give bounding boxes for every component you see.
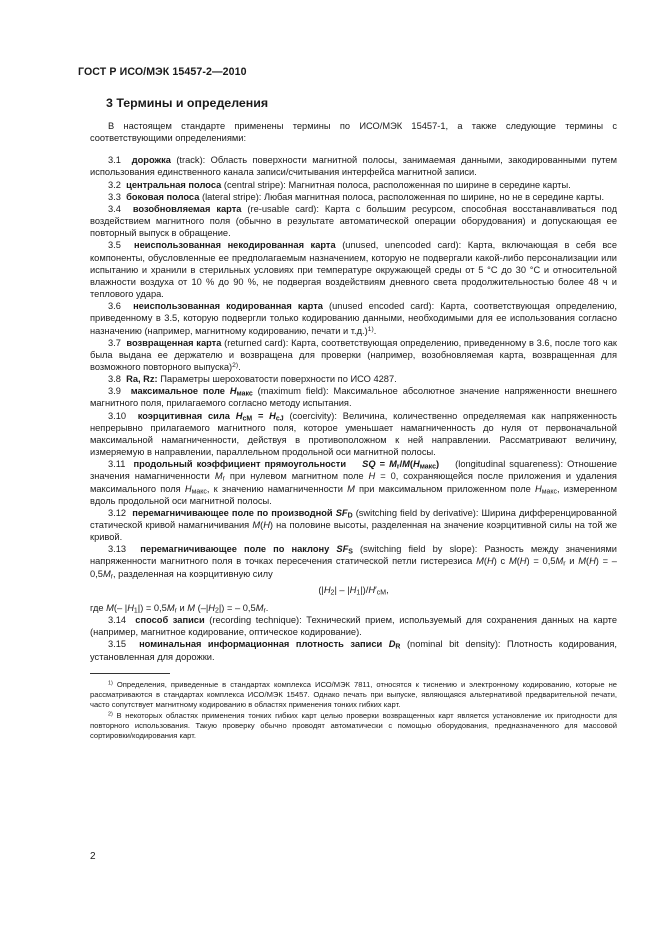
formula-where: где M(– $|H_1|) = 0,5M_r$ и M $(-|H_2|)$ = – $0,5M_r$. (90, 602, 269, 615)
term-name: перемагничивающее поле по наклону (140, 544, 330, 555)
footnote-2: $^{2)}$ В некоторых областях применения тонких гибких карт целью проверки возвращенных карт является установление их пригодности для повторного использования. Такую проверку обычно проводят автоматически с помощью оборудования, предназначенного для массовой сортировки/кодирования карт. (90, 710, 617, 741)
intro-paragraph: В настоящем стандарте применены термины по ИСО/МЭК 15457-1, а также следующие термины с соответствующими определениями: (90, 121, 617, 144)
term-name: коэрцитивная сила (137, 410, 230, 421)
term-3-2: 3.2 центральная полоса (central stripe): Магнитная полоса, расположенная по ширине в середине карты. (108, 179, 571, 190)
document-header: ГОСТ Р ИСО/МЭК 15457-2—2010 (78, 66, 247, 78)
term-name: неиспользованная кодированная карта (133, 301, 323, 312)
term-name: способ записи (135, 615, 205, 626)
term-name: продольный коэффициент прямоугольности (133, 459, 347, 470)
term-3-10: 3.10 коэрцитивная сила $H_{cM} = H_{cJ}$ (coercivity): Величина, количественно определяемая как напряженность непрерывно прилагаемого магнитного поля, которое уменьшает намагниченность до нуля от первоначальной максимальной намагниченности, действуя в противоположном к ней направлении. Рассматривают величину, измеряемую в направлении, параллельном продольной оси магнитной полосы. (90, 410, 617, 458)
term-name: номинальная информационная плотность записи (139, 639, 383, 650)
term-3-11: 3.11 продольный коэффициент прямоугольности SQ = $M_r/M(H_{макс})$ (longitudinal squareness): Отношение значения намагниченности $M_r$ при нулевом магнитном поле H = 0, сохраняющейся после приложения и удаления максимального поля $H_{макс}$, к значению намагниченности M при максимальном приложенном поле $H_{макс}$, измеренном вдоль продольной оси магнитной полосы. (90, 459, 617, 506)
section-title: 3 Термины и определения (106, 96, 269, 110)
term-3-1: 3.1 дорожка (track): Область поверхности магнитной полосы, занимаемая данными, закодированными путем использования единственного канала записи/считывания интерфейса магнитной записи. (90, 155, 617, 178)
footnote-divider (90, 673, 170, 674)
term-3-12: 3.12 перемагничивающее поле по производной $SF_D$ (switching field by derivative): Ширина дифференцированной статической кривой намагничивания M(H) на половине высоты, разделенная на значение коэрцитивной силы на той же кривой. (90, 507, 618, 543)
footnote-ref: 1) (367, 325, 374, 333)
formula: $(|H_2| - |H_1|)/H'_{cM}$, (318, 584, 389, 597)
footnote-1: $^{1)}$ Определения, приведенные в стандартах комплекса ИСО/МЭК 7811, относятся к тиснению и электронному кодированию, которые не рассматриваются в стандартах комплекса ИСО/МЭК 15457. Однако печать при выпуске, являющаяся альтернативой предварительной печати, часто сопутствует магнитному кодированию в областях применения тонких гибких карт. (90, 679, 617, 710)
term-name: Ra, Rz: (126, 374, 158, 385)
document-body (90, 120, 617, 742)
term-name: перемагничивающее поле по производной (132, 507, 333, 518)
term-name: возобновляемая карта (132, 203, 242, 214)
term-3-8: 3.8 Ra, Rz: Параметры шероховатости поверхности по ИСО 4287. (108, 374, 397, 385)
term-3-13: 3.13 перемагничивающее поле по наклону $SF_S$ (switching field by slope): Разность между значениями напряженности магнитного поля в точках пересечения статической петли гистерезиса M(H) с $M(H) = 0,5M_r$ и M(H) = – $0,5M_r$, разделенная на коэрцитивную силу (90, 544, 617, 581)
term-3-7: 3.7 возвращенная карта (returned card): Карта, соответствующая определению, приведенному в 3.6, после того как была выдана ее держателю и возвращена для проверки (например, возобновляемая карта, возвращенная для возможного повторного выпуска)$^{2)}$. (90, 337, 617, 372)
page-number: 2 (90, 851, 96, 862)
term-name: максимальное поле (130, 386, 225, 397)
term-name: возвращенная карта (126, 337, 222, 348)
term-name: дорожка (131, 155, 171, 166)
footnote-ref: 2) (232, 361, 239, 369)
term-3-6: 3.6 неиспользованная кодированная карта (unused encoded card): Карта, соответствующая определению, приведенному в 3.5, которую подвергли только кодированию данными, необходимыми для ее использования согласно назначению (например, магнитному кодированию, печати и т.д.)$^{1)}$. (90, 301, 618, 336)
term-name: неиспользованная некодированная карта (134, 240, 336, 251)
term-name: боковая полоса (126, 191, 200, 202)
term-3-14: 3.14 способ записи (recording technique): Технический прием, используемый для сохранения данных на карте (например, магнитное кодирование, оптическое кодирование). (90, 615, 617, 638)
term-3-9: 3.9 максимальное поле $H_{макс}$ (maximum field): Максимальное абсолютное значение напряженности внешнего магнитного поля, прилагаемого согласно методу испытания. (90, 386, 617, 409)
term-3-15: 3.15 номинальная информационная плотность записи $D_R$ (nominal bit density): Плотность кодирования, установленная для дорожки. (90, 639, 617, 662)
term-3-4: 3.4 возобновляемая карта (re-usable card): Карта с большим ресурсом, способная восстанавливаться под воздействием магнитного поля (обычно в результате автоматической операции оборудования) и допускающая ее повторный выпуск в обращение. (90, 203, 617, 239)
term-3-3: 3.3 боковая полоса (lateral stripe): Любая магнитная полоса, расположенная по ширине, но не в середине карты. (108, 191, 605, 202)
term-3-5: 3.5 неиспользованная некодированная карта (unused, unencoded card): Карта, включающая в себя все компоненты, обусловленные ее предполагаемым назначением, которую не подвергали какой-либо персонализации или испытанию и хранили в стерильных условиях при температуре окружающей среды от 5 °С до 30 °С и относительной влажности воздуха от 10 % до 90 %, не подвергая воздействиям дневного света продолжительностью более 48 ч и теплового удара. (90, 240, 617, 300)
term-name: центральная полоса (126, 179, 222, 190)
